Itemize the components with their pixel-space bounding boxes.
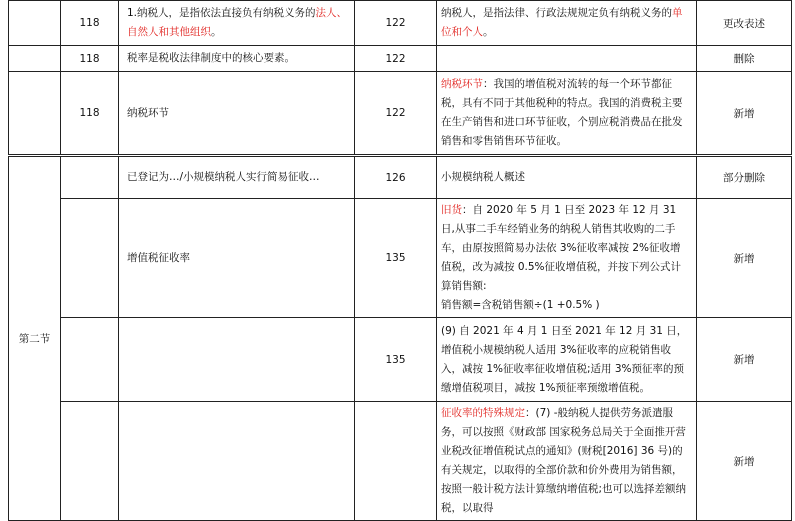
new-text-cell bbox=[437, 1, 697, 46]
section-cell bbox=[9, 46, 61, 72]
remark-cell: 新增 bbox=[697, 199, 792, 318]
new-text-highlight: 旧货 bbox=[441, 204, 462, 216]
old-text-cell bbox=[119, 318, 355, 402]
new-text-cell bbox=[437, 46, 697, 72]
new-text: ：自 2020 年 5 月 1 日至 2023 年 12 月 31 日,从事二手车经销业务的纳税人销售其收购的二手车，由原按照简易办法依 3%征收率减按 2%征收增值税，改为减按 0.5%征收增值税，并按下列公式计算销售额: bbox=[441, 204, 682, 292]
old-text: 增值税征收率 bbox=[127, 251, 190, 264]
table-row bbox=[9, 156, 792, 199]
remark-cell: 删除 bbox=[697, 46, 792, 72]
new-text-cell bbox=[437, 318, 697, 402]
table-row bbox=[9, 318, 792, 402]
old-page-number bbox=[61, 318, 119, 402]
old-text-cell bbox=[119, 46, 355, 72]
old-text: 税率是税收法律制度中的核心要素。 bbox=[127, 52, 295, 64]
new-page-number bbox=[355, 402, 437, 521]
remark-cell: 部分删除 bbox=[697, 156, 792, 199]
new-text-highlight: 单位和个人 bbox=[441, 7, 683, 38]
new-page-number: 135 bbox=[355, 199, 437, 318]
new-text: ：我国的增值税对流转的每一个环节都征税，具有不同于其他税种的特点。我国的消费税主要在生产销售和进口环节征收，个别应税消费品在批发销售和零售销售环节征收。 bbox=[441, 78, 683, 147]
new-text-cell bbox=[437, 156, 697, 199]
old-text-cell bbox=[119, 199, 355, 318]
comparison-table bbox=[8, 0, 792, 521]
old-page-number: 118 bbox=[61, 46, 119, 72]
section-label: 第二节 bbox=[9, 156, 61, 521]
new-text: 纳税人，是指法律、行政法规规定负有纳税义务的 bbox=[441, 7, 672, 19]
old-page-number: 118 bbox=[61, 72, 119, 156]
table-row bbox=[9, 46, 792, 72]
new-text-tail: 。 bbox=[483, 26, 494, 38]
new-page-number: 122 bbox=[355, 46, 437, 72]
section-cell bbox=[9, 1, 61, 46]
new-text-cell bbox=[437, 199, 697, 318]
new-text: (9) 自 2021 年 4 月 1 日至 2021 年 12 月 31 日，增值税小规模纳税人适用 3%征收率的应税销售收入，减按 1%征收率征收增值税;适用 3%预征率的预缴增值税项目，减按 1%预征率预缴增值税。 bbox=[441, 324, 688, 394]
old-text-cell bbox=[119, 72, 355, 156]
old-text-cell bbox=[119, 156, 355, 199]
new-text-cell bbox=[437, 402, 697, 521]
old-text-highlight: 法人、自然人和其他组织 bbox=[127, 7, 348, 38]
new-page-number: 126 bbox=[355, 156, 437, 199]
remark-cell: 新增 bbox=[697, 402, 792, 521]
remark-cell: 新增 bbox=[697, 318, 792, 402]
table-row bbox=[9, 1, 792, 46]
old-text-cell bbox=[119, 1, 355, 46]
section-cell bbox=[9, 72, 61, 156]
remark-cell: 更改表述 bbox=[697, 1, 792, 46]
old-text: 1.纳税人，是指依法直接负有纳税义务的 bbox=[127, 7, 316, 19]
remark-cell: 新增 bbox=[697, 72, 792, 156]
old-text: 已登记为…/小规模纳税人实行简易征收… bbox=[127, 171, 320, 183]
new-text-highlight: 纳税环节 bbox=[441, 78, 483, 90]
new-text-highlight: 征收率的特殊规定 bbox=[441, 407, 525, 419]
new-page-number: 122 bbox=[355, 72, 437, 156]
old-page-number bbox=[61, 199, 119, 318]
new-page-number: 122 bbox=[355, 1, 437, 46]
old-page-number: 118 bbox=[61, 1, 119, 46]
old-text-cell bbox=[119, 402, 355, 521]
new-text: 小规模纳税人概述 bbox=[441, 171, 525, 183]
formula-line: 销售额=含税销售额÷(1 +0.5% ) bbox=[441, 299, 600, 311]
old-text-tail: 。 bbox=[211, 26, 222, 38]
old-page-number bbox=[61, 156, 119, 199]
table-row bbox=[9, 402, 792, 521]
table-row bbox=[9, 199, 792, 318]
new-text-cell bbox=[437, 72, 697, 156]
new-text: ：(7) -般纳税人提供劳务派遣服务，可以按照《财政部 国家税务总局关于全面推开营业税改征增值税试点的通知》(财税[2016] 36 号)的有关规定，以取得的全部价款和价外费用为销售额，按照一般计税方法计算缴纳增值税;也可以选择差额纳税，以取得 bbox=[441, 407, 687, 514]
table-row bbox=[9, 72, 792, 156]
old-page-number bbox=[61, 402, 119, 521]
new-page-number: 135 bbox=[355, 318, 437, 402]
old-text: 纳税环节 bbox=[127, 106, 169, 119]
